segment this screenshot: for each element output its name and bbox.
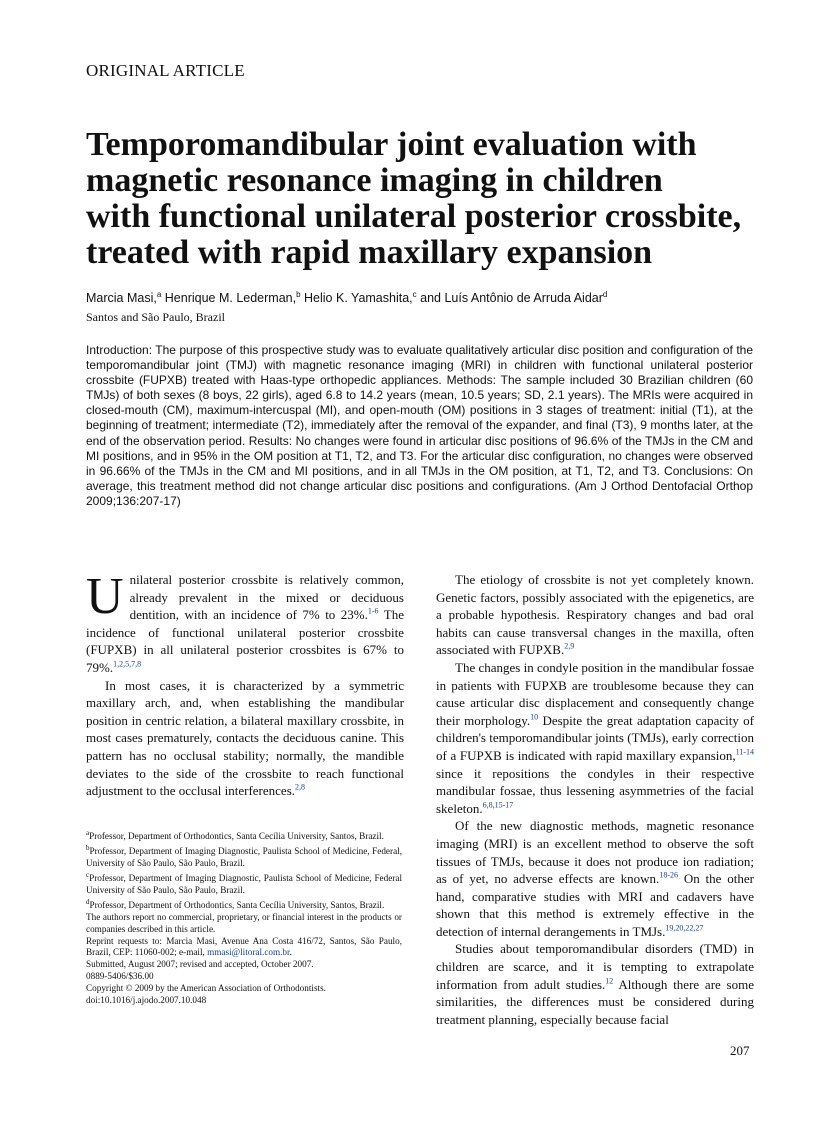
citation-ref[interactable]: 1-6 xyxy=(367,606,379,616)
body-text: nilateral posterior crossbite is relatively common, already prevalent in the mixed or deciduous dentition, with an incidence of 7% to 23%. xyxy=(129,572,404,623)
article-title xyxy=(86,127,756,271)
body-paragraph xyxy=(436,940,754,1028)
reprint-requests: Reprint requests to: Marcia Masi, Avenue Ana Costa 416/72, Santos, São Paulo, Brazil, CEP: 11060-002; e-mail, mmasi@litoral.com.br. xyxy=(86,935,402,958)
title-line: treated with rapid maxillary expansion xyxy=(86,234,653,271)
affiliation-note: $^c$Professor, Department of Imaging Diagnostic, Paulista School of Medicine, Federal University of São Paulo, São Paulo, Brazil. xyxy=(86,870,402,895)
author-name: Henrique M. Lederman, xyxy=(161,291,297,306)
citation-ref[interactable]: 2,8 xyxy=(295,782,306,792)
citation-ref[interactable]: 6,8,15-17 xyxy=(482,800,514,810)
body-text: The etiology of crossbite is not yet completely known. Genetic factors, possibly associated with the epigenetics, are a probable hypothesis. Respiratory changes and bad oral habits can cause transversal changes in the maxilla, often associated with FUPXB. xyxy=(436,572,754,658)
body-text: Although there are some similarities, the differences must be considered during treatment planning, especially because facial xyxy=(436,976,754,1027)
author-affiliation-mark: c xyxy=(412,290,417,299)
body-paragraph xyxy=(86,677,404,800)
author-list xyxy=(86,290,607,305)
body-paragraph xyxy=(86,568,404,677)
body-column-left xyxy=(86,568,404,800)
body-text: since it repositions the condyles in their respective mandibular fossae, thus lessening asymmetries of the facial skeleton. xyxy=(436,765,754,816)
affiliation-note: $^a$Professor, Department of Orthodontics, Santa Cecília University, Santos, Brazil. xyxy=(86,829,384,842)
author-name: Helio K. Yamashita, xyxy=(300,291,413,306)
body-paragraph xyxy=(436,571,754,659)
author-name: and Luís Antônio de Arruda Aidar xyxy=(416,291,603,306)
author-affiliation-mark: d xyxy=(602,290,608,299)
page-number: 207 xyxy=(730,1043,750,1058)
footnotes xyxy=(86,828,402,1007)
body-text: Studies about temporomandibular disorders (TMD) in children are scarce, and it is tempting to extrapolate information from adult studies. xyxy=(436,941,754,992)
copyright: Copyright © 2009 by the American Association of Orthodontists. xyxy=(86,983,326,994)
affiliation-note: $^b$Professor, Department of Imaging Diagnostic, Paulista School of Medicine, Federal, University of São Paulo, São Paulo, Brazil. xyxy=(86,843,402,868)
author-affiliation-mark: b xyxy=(296,290,301,299)
title-line: with functional unilateral posterior crossbite, xyxy=(86,198,742,235)
body-text: Despite the great adaptation capacity of children's temporomandibular joints (TMJs), early correction of a FUPXB is indicated with rapid maxillary expansion, xyxy=(436,712,754,763)
abstract: Introduction: The purpose of this prospective study was to evaluate qualitatively articular disc position and configuration of the temporomandibular joint (TMJ) with magnetic resonance imaging (MRI) in children with functional unilateral posterior crossbite (FUPXB) treated with Haas-type orthopedic appliances. Methods: The sample included 30 Brazilian children (60 TMJs) of both sexes (8 boys, 22 girls), aged 6.8 to 14.2 years (mean, 10.5 years; SD, 2.1 years). The MRIs were acquired in closed-mouth (CM), maximum-intercuspal (MI), and open-mouth (OM) positions in 3 stages of treatment: initial (T1), at the beginning of treatment; intermediate (T2), immediately after the removal of the expander, and final (T3), 9 months later, at the end of the observation period. Results: No changes were found in articular disc positions of 96.6% of the TMJs in the CM and MI positions, and in 95% in the OM position at T1, T2, and T3. For the articular disc configuration, no changes were observed in 96.66% of the TMJs in the CM and MI positions, and in all TMJs in the OM position, at T1, T2, and T3. Conclusions: On average, this treatment method did not change articular disc positions and configurations. (Am J Orthod Dentofacial Orthop 2009;136:207-17) xyxy=(86,343,753,508)
author-name: Marcia Masi, xyxy=(86,291,157,306)
body-column-right xyxy=(436,571,754,1028)
author-email-link[interactable]: mmasi@litoral.com.br xyxy=(207,947,290,958)
author-affiliation-mark: a xyxy=(156,290,162,299)
body-text: The incidence of functional unilateral posterior crossbite (FUPXB) in all unilateral posterior crossbites is 67% to 79%. xyxy=(86,607,404,675)
affiliation-note: $^d$Professor, Department of Orthodontics, Santa Cecília University, Santos, Brazil. xyxy=(86,897,385,910)
submission-dates: Submitted, August 2007; revised and accepted, October 2007. xyxy=(86,959,314,970)
body-text: In most cases, it is characterized by a symmetric maxillary arch, and, when establishing the mandibular position in centric relation, a bilateral maxillary crossbite, in most cases prematurely, contacts the deciduous canine. This pattern has no occlusal stability; normally, the mandible deviates to the side of the crossbite to reach functional adjustment to the occlusal interferences. xyxy=(86,677,404,799)
body-text: On the other hand, comparative studies with MRI and cadavers have shown that this method is extremely effective in the detection of internal derangements in TMJs. xyxy=(436,871,754,939)
title-line: magnetic resonance imaging in children xyxy=(86,162,663,199)
drop-cap: U xyxy=(86,568,124,625)
citation-ref[interactable]: 2,9 xyxy=(564,642,575,652)
section-label: ORIGINAL ARTICLE xyxy=(86,61,245,80)
doi: doi:10.1016/j.ajodo.2007.10.048 xyxy=(86,995,207,1006)
citation-ref[interactable]: 11-14 xyxy=(735,747,754,757)
title-line: Temporomandibular joint evaluation with xyxy=(86,126,697,163)
author-location: Santos and São Paulo, Brazil xyxy=(86,310,225,324)
body-text: Of the new diagnostic methods, magnetic resonance imaging (MRI) is an excellent method to observe the soft tissues of TMJs, because it does not produce ion radiation; as of yet, no adverse effects are known. xyxy=(436,818,754,887)
issn: 0889-5406/$36.00 xyxy=(86,971,154,982)
citation-ref[interactable]: 18-26 xyxy=(659,870,678,880)
body-paragraph xyxy=(436,817,754,940)
conflict-statement: The authors report no commercial, proprietary, or financial interest in the products or companies described in this article. xyxy=(86,911,402,934)
citation-ref[interactable]: 1,2,5,7,8 xyxy=(113,659,142,669)
body-paragraph xyxy=(436,659,754,817)
citation-ref[interactable]: 19,20,22,27 xyxy=(665,923,704,933)
body-text: The changes in condyle position in the mandibular fossae in patients with FUPXB are troublesome because they can cause articular disc displacement and consequently change their morphology. xyxy=(436,659,754,728)
citation-ref[interactable]: 10 xyxy=(530,712,539,722)
citation-ref[interactable]: 12 xyxy=(605,976,614,986)
